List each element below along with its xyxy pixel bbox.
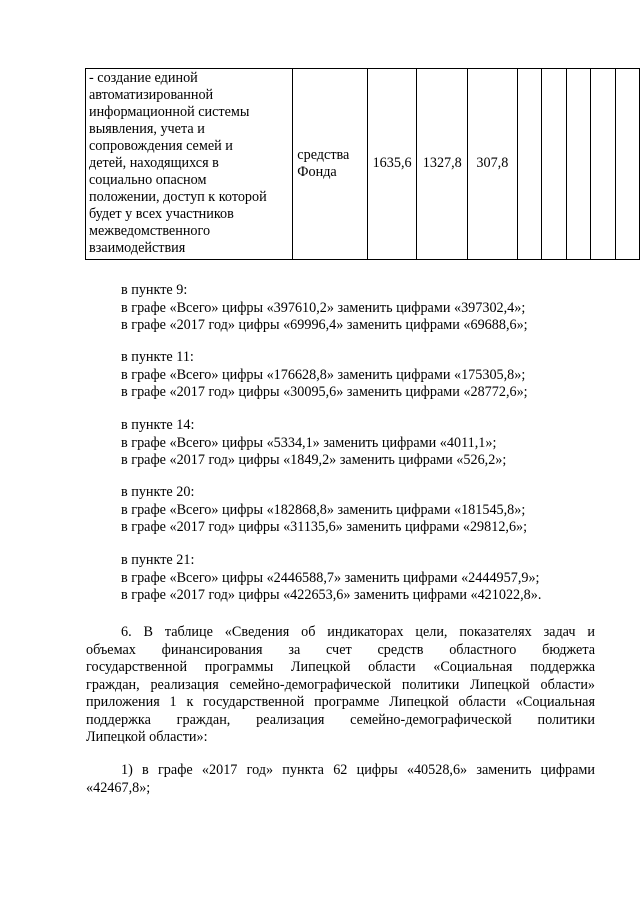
description-line: будет у всех участников [89,206,234,222]
paragraph-line: поддержка граждан, реализация семейно-демографической политики [86,711,595,728]
amendment-line: в графе «2017 год» цифры «31135,6» заменить цифрами «29812,6»; [121,519,528,535]
paragraph-line: 6. В таблице «Сведения об индикаторах цели, показателях задач и [121,624,595,640]
amendment-line: в графе «2017 год» цифры «1849,2» заменить цифрами «526,2»; [121,452,507,468]
section-6-paragraph [86,624,595,747]
amendment-line: в графе «Всего» цифры «2446588,7» заменить цифрами «2444957,9»; [121,569,540,586]
description-line: выявления, учета и [89,121,205,137]
paragraph-line: Липецкой области»: [86,729,208,745]
source-line: средства [297,147,350,163]
amendment-line: в графе «2017 год» цифры «69996,4» заменить цифрами «69688,6»; [121,317,528,333]
amendment-point-20 [121,484,527,537]
description-line: информационной системы [89,104,250,120]
amendment-point-11 [121,349,528,402]
budget-table [85,68,640,260]
amendment-heading: в пункте 11: [121,349,194,365]
funding-source-cell [293,69,367,260]
source-line: Фонда [297,164,337,180]
description-line: положении, доступ к которой [89,189,267,205]
amendment-line: в графе «Всего» цифры «176628,8» заменить цифрами «175305,8»; [121,366,526,383]
description-line: автоматизированной [89,87,214,103]
paragraph-line: граждан, реализация семейно-демографической политики Липецкой области» [86,676,595,693]
amendment-line: в графе «Всего» цифры «5334,1» заменить цифрами «4011,1»; [121,434,497,451]
empty-cell [517,69,541,260]
amendment-line: в графе «2017 год» цифры «30095,6» заменить цифрами «28772,6»; [121,384,528,400]
empty-cell [541,69,566,260]
paragraph-line: приложения 1 к государственной программе Липецкой области «Социальная [86,694,595,710]
amendment-line: в графе «2017 год» цифры «422653,6» заменить цифрами «421022,8». [121,587,542,603]
paragraph-line: 1) в графе «2017 год» пункта 62 цифры «40528,6» заменить цифрами [121,762,595,778]
amendment-heading: в пункте 14: [121,417,195,433]
paragraph-line: государственной программы Липецкой области «Социальная поддержка [86,659,595,675]
amendment-point-21 [121,552,541,605]
value-cell-2: 1327,8 [417,69,468,260]
empty-cell [567,69,591,260]
amendment-heading: в пункте 9: [121,282,188,298]
description-line: - создание единой [89,70,198,86]
empty-cell [591,69,615,260]
description-line: социально опасном [89,172,207,188]
value-cell-3: 307,8 [468,69,517,260]
paragraph-line: объемах финансирования за счет средств областного бюджета [86,641,595,658]
amendment-line: в графе «Всего» цифры «182868,8» заменить цифрами «181545,8»; [121,501,526,518]
amendment-line: в графе «Всего» цифры «397610,2» заменить цифрами «397302,4»; [121,299,526,316]
amendment-point-14 [121,417,506,470]
amendment-heading: в пункте 20: [121,484,195,500]
amendment-heading: в пункте 21: [121,552,195,568]
description-line: детей, находящихся в [89,155,219,171]
empty-cell [615,69,639,260]
value-cell-total: 1635,6 [367,69,417,260]
description-line: сопровождения семей и [89,138,233,154]
description-line: взаимодействия [89,240,186,256]
measure-description-cell [86,69,293,260]
description-line: межведомственного [89,223,211,239]
item-1-paragraph [86,762,595,797]
paragraph-line: «42467,8»; [86,779,151,796]
amendment-point-9 [121,282,528,335]
table-row [86,69,640,260]
